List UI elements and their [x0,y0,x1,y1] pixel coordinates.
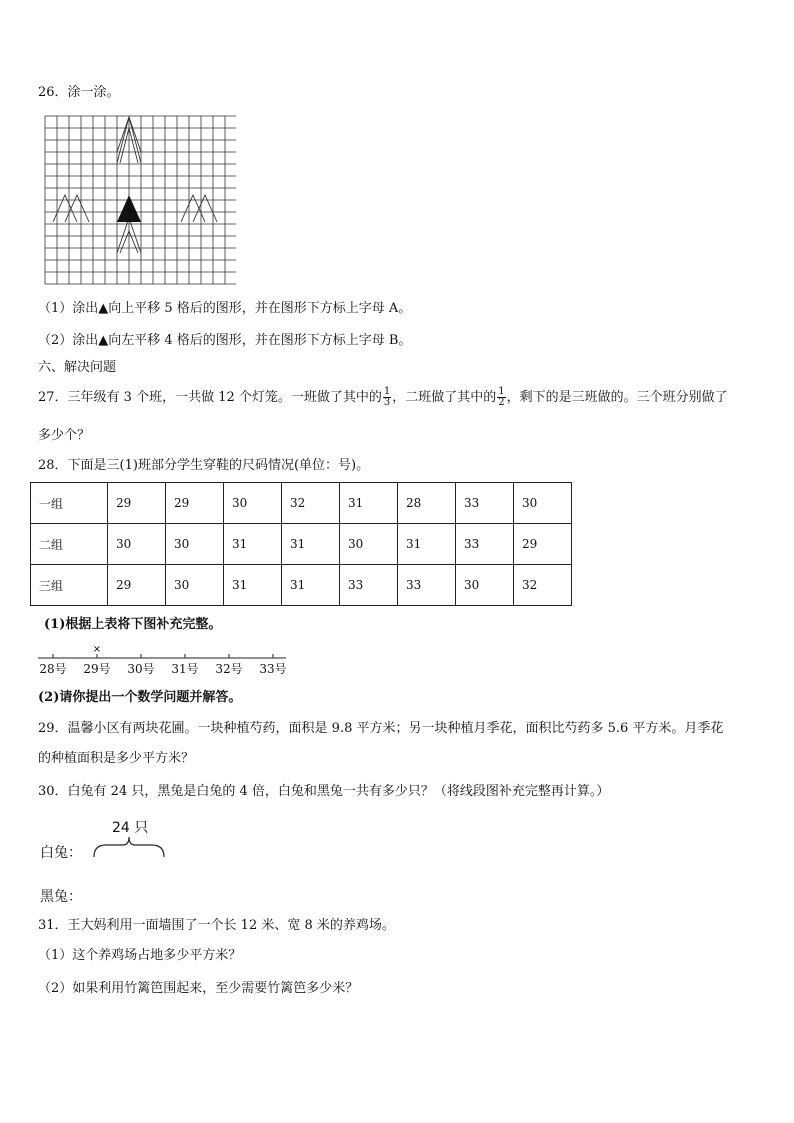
tick-label: 30号 [127,662,155,676]
number-line [36,642,292,678]
q27-text-b: ，二班做了其中的 [392,390,497,405]
table-cell: 29 [108,483,166,524]
black-rabbit-label: 黑兔： [40,889,82,905]
q30-text: 30．白兔有 24 只，黑兔是白兔的 4 倍，白兔和黑兔一共有多少只？（将线段图补充完整再计算。） [38,784,610,799]
table-cell: 30 [166,565,224,606]
table-cell: 31 [282,565,340,606]
table-row [31,524,572,565]
table-row [31,483,572,524]
table-cell: 32 [282,483,340,524]
table-cell: 31 [282,524,340,565]
fraction-one-half: $\frac{1}{2}$ [498,386,505,408]
table-cell: 29 [108,565,166,606]
row-label: 一组 [31,483,108,524]
black-triangle [117,195,141,222]
q27-line1 [38,387,728,408]
tick-label: 28号 [39,662,67,676]
q26-part1: （1）涂出▲向上平移 5 格后的图形，并在图形下方标上字母 A。 [38,301,412,316]
table-cell: 30 [340,524,398,565]
row-label: 二组 [31,524,108,565]
q26-part2: （2）涂出▲向左平移 4 格后的图形，并在图形下方标上字母 B。 [38,333,412,348]
tick-label: 33号 [259,662,287,676]
q27-line2: 多少个？ [38,428,91,443]
q28-part1: (1)根据上表将下图补充完整。 [44,617,222,632]
q31-part2: （2）如果利用竹篱笆围起来，至少需要竹篱笆多少米？ [38,981,359,996]
white-rabbit-label: 白兔： [40,845,82,861]
q26-title: 26．涂一涂。 [38,85,120,100]
table-cell: 31 [340,483,398,524]
q31-title: 31．王大妈利用一面墙围了一个长 12 米、宽 8 米的养鸡场。 [38,918,395,933]
table-cell: 30 [224,483,282,524]
q29-line2: 的种植面积是多少平方米？ [38,751,195,766]
q31-part1: （1）这个养鸡场占地多少平方米？ [38,948,242,963]
table-cell: 30 [166,524,224,565]
table-cell: 31 [224,524,282,565]
section-title: 六、解决问题 [38,360,117,375]
shoe-size-table [30,482,572,606]
table-cell: 29 [166,483,224,524]
fraction-one-third: $\frac{1}{3}$ [383,386,391,408]
segment-brace [92,835,166,859]
q27-text-c: ，剩下的是三班做的。三个班分别做了 [506,390,728,405]
table-cell: 28 [398,483,456,524]
table-cell: 30 [514,483,572,524]
triangle-outlines [53,117,217,253]
table-cell: 33 [398,565,456,606]
tick-label: 29号 [83,662,111,676]
translation-grid [44,115,236,285]
table-cell: 30 [456,565,514,606]
table-cell: 30 [108,524,166,565]
table-cell: 31 [224,565,282,606]
tick-label: 31号 [171,662,199,676]
cross-mark: × [92,644,102,655]
q28-title: 28．下面是三(1)班部分学生穿鞋的尺码情况(单位：号)。 [38,458,370,473]
q29-line1: 29．温馨小区有两块花圃。一块种植芍药，面积是 9.8 平方米；另一块种植月季花，面积比芍药多 5.6 平方米。月季花 [38,721,724,736]
table-cell: 29 [514,524,572,565]
triangle-outline [53,195,77,222]
q27-text-a: 27．三年级有 3 个班，一共做 12 个灯笼。一班做了其中的 [38,390,382,405]
table-cell: 33 [456,483,514,524]
table-row [31,565,572,606]
table-cell: 32 [514,565,572,606]
q28-part2: (2)请你提出一个数学问题并解答。 [38,690,242,705]
table-cell: 33 [340,565,398,606]
table-cell: 31 [398,524,456,565]
table-cell: 33 [456,524,514,565]
tick-label: 32号 [215,662,243,676]
row-label: 三组 [31,565,108,606]
brace-label: 24 只 [112,820,149,836]
